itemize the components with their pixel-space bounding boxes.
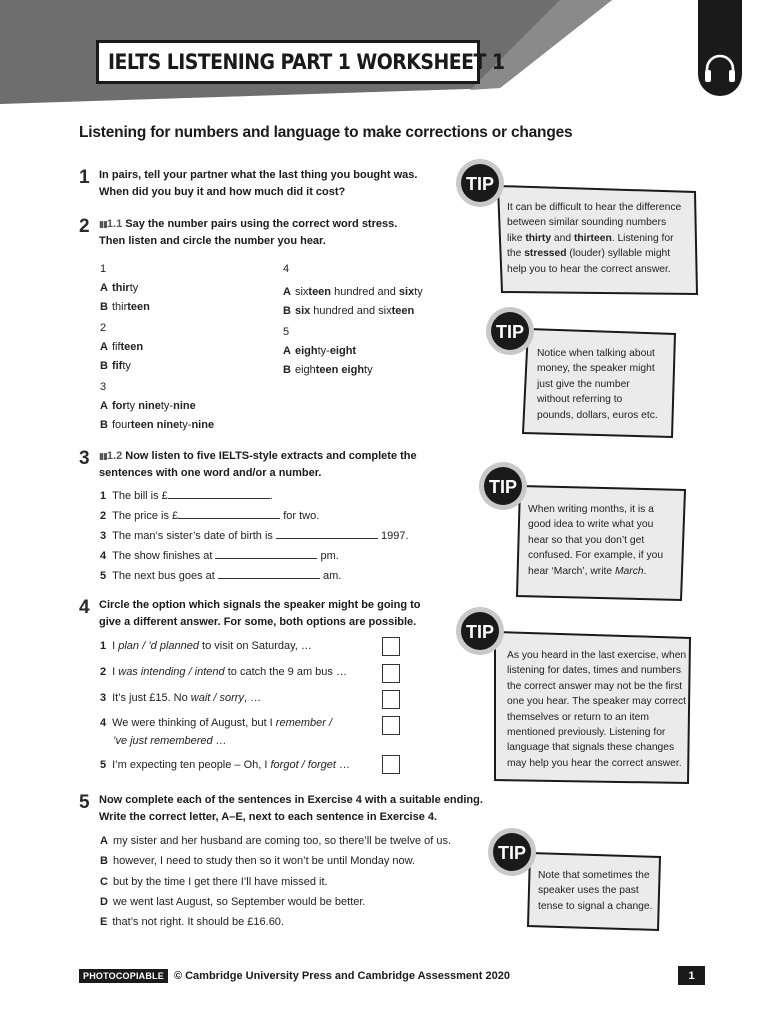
option-sentence-4: 4 We were thinking of August, but I remember / bbox=[100, 717, 333, 729]
tip-text-5: Note that sometimes the speaker uses the past tense to signal a change. bbox=[538, 870, 653, 912]
ending-e: E that’s not right. It should be £16.60. bbox=[100, 916, 284, 928]
tip-label: TIP bbox=[497, 843, 527, 863]
number-pair-5: 5 A eighty-eight B eighteen eighty bbox=[283, 326, 373, 376]
instruction-line: Now listen to five IELTS-style extracts and complete the bbox=[125, 450, 417, 462]
worksheet-title: IELTS LISTENING PART 1 WORKSHEET 1 bbox=[108, 50, 505, 74]
exercise-number: 5 bbox=[79, 792, 90, 813]
copyright-text: © Cambridge University Press and Cambridge Assessment 2020 bbox=[173, 970, 510, 982]
page-number: 1 bbox=[678, 966, 705, 985]
exercise-number: 1 bbox=[79, 167, 90, 188]
pair-number: 2 bbox=[100, 322, 107, 334]
instruction-line: When did you buy it and how much did it cost? bbox=[99, 186, 346, 198]
tip-text-3: When writing months, it is a good idea to write what you hear so that you don’t get confused. For example, if you hear ‘March’, write March. bbox=[528, 504, 664, 577]
number-pair-1: 1 A thirty B thirteen bbox=[100, 263, 150, 313]
tip-text-2: Notice when talking about money, the speaker might just give the number without referring to pounds, dollars, euros etc. bbox=[537, 348, 658, 421]
number-pair-3: 3 A forty ninety-nine B fourteen ninety-nine bbox=[100, 381, 215, 431]
ending-c: C but by the time I get there I’ll have missed it. bbox=[100, 876, 328, 888]
gap-sentence-1: 1 The bill is £ . bbox=[100, 487, 273, 503]
instruction-line: Write the correct letter, A–E, next to each sentence in Exercise 4. bbox=[99, 811, 438, 823]
number-pair-4: 4 A sixteen hundred and sixty B six hundred and sixteen bbox=[283, 263, 423, 317]
gap-sentence-3: 3 The man’s sister’s date of birth is 1997. bbox=[100, 527, 409, 543]
audio-track-number: 1.2 bbox=[106, 450, 123, 462]
option-sentence-2: 2 I was intending / intend to catch the 9 am bus … bbox=[100, 666, 347, 678]
page-subtitle: Listening for numbers and language to make corrections or changes bbox=[79, 124, 573, 141]
tip-text-4: As you heard in the last exercise, when listening for dates, times and numbers the correct answer may not be the first one you hear. The speaker may correct themselves or return to an item mentioned previously. Listening for language that signals these changes may help you hear the correct answer. bbox=[507, 650, 687, 769]
instruction-line: In pairs, tell your partner what the last thing you bought was. bbox=[99, 169, 418, 181]
audio-track-icon: ▮▮ bbox=[99, 219, 107, 229]
instruction-line: Then listen and circle the number you hear. bbox=[99, 235, 326, 247]
tip-label: TIP bbox=[465, 622, 495, 642]
instruction-line: Say the number pairs using the correct word stress. bbox=[125, 218, 398, 230]
option-sentence-1: 1 I plan / ’d planned to visit on Saturday, … bbox=[100, 640, 312, 652]
pair-number: 4 bbox=[283, 263, 290, 275]
gap-sentence-5: 5 The next bus goes at am. bbox=[100, 567, 341, 583]
audio-track-number: 1.1 bbox=[106, 218, 123, 230]
gap-sentence-2: 2 The price is £ for two. bbox=[100, 507, 319, 523]
exercise-number: 3 bbox=[79, 448, 90, 469]
tip-label: TIP bbox=[488, 477, 518, 497]
instruction-line: Circle the option which signals the speaker might be going to bbox=[99, 599, 421, 611]
ending-b: B however, I need to study then so it won’t be until Monday now. bbox=[100, 855, 416, 867]
pair-number: 1 bbox=[100, 263, 107, 275]
option-sentence-4-cont: ’ve just remembered … bbox=[113, 735, 227, 747]
tip-label: TIP bbox=[465, 174, 495, 194]
pair-number: 3 bbox=[100, 381, 107, 393]
photocopiable-badge: PHOTOCOPIABLE bbox=[79, 969, 168, 983]
option-sentence-3: 3 It’s just £15. No wait / sorry, … bbox=[100, 692, 262, 704]
pair-number: 5 bbox=[283, 326, 290, 338]
exercise-number: 2 bbox=[79, 216, 90, 237]
number-pair-2: 2 A fifteen B fifty bbox=[100, 322, 144, 372]
ending-a: A my sister and her husband are coming too, so there’ll be twelve of us. bbox=[100, 835, 452, 847]
instruction-line: give a different answer. For some, both options are possible. bbox=[99, 616, 417, 628]
instruction-line: sentences with one word and/or a number. bbox=[99, 467, 322, 479]
gap-sentence-4: 4 The show finishes at pm. bbox=[100, 547, 339, 563]
tip-label: TIP bbox=[495, 322, 525, 342]
ending-d: D we went last August, so September would be better. bbox=[100, 896, 366, 908]
exercise-number: 4 bbox=[79, 597, 90, 618]
tip-text-1: It can be difficult to hear the difference between similar sounding numbers like thirty and thirteen. Listening for the stressed (louder) syllable might help you to hear the correct answer. bbox=[507, 202, 682, 275]
audio-track-icon: ▮▮ bbox=[99, 451, 107, 461]
option-sentence-5: 5 I’m expecting ten people – Oh, I forgot / forget … bbox=[100, 759, 350, 771]
footer bbox=[79, 969, 510, 983]
instruction-line: Now complete each of the sentences in Exercise 4 with a suitable ending. bbox=[99, 794, 483, 806]
